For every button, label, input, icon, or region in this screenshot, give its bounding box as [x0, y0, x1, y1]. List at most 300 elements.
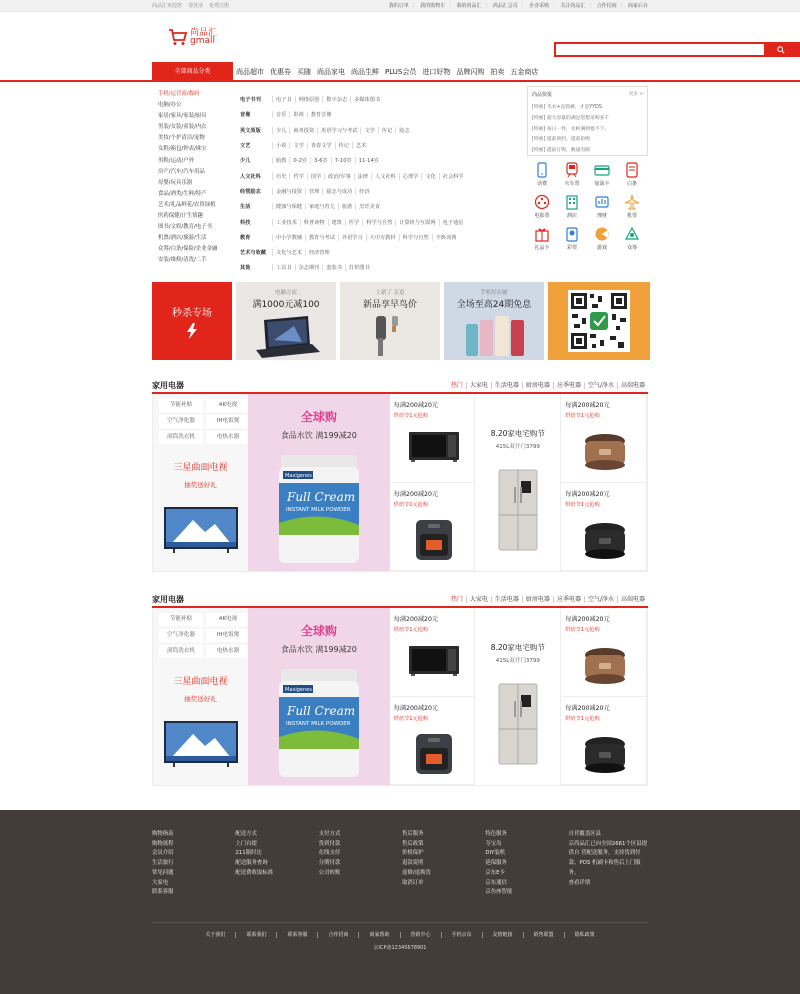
laptop-image — [236, 312, 336, 360]
news-item[interactable]: [特惠] 每日一件，衣柜满到塞不下。 — [532, 126, 610, 132]
footer-column — [569, 830, 648, 898]
category-item[interactable]: 家居/家具/家装/厨具 — [158, 113, 207, 120]
deal-cell[interactable] — [561, 394, 647, 483]
footer-link: 售后服务 — [401, 831, 424, 837]
subcategory-row — [240, 138, 515, 153]
subcategory-link[interactable]: 大中专教材 — [366, 234, 399, 241]
footer-link[interactable]: 联系客服 — [152, 889, 174, 896]
footer-bottom-link[interactable]: 隐私政策 — [564, 932, 605, 938]
subcategory-title[interactable]: 艺术与收藏 — [240, 250, 266, 257]
rice-cooker-image — [579, 518, 631, 562]
global-buy-subtitle: 食品水饮 满199减20 — [280, 431, 357, 440]
section-tab[interactable]: 热门 — [450, 382, 463, 389]
subcategory-link[interactable]: 文学 — [289, 142, 306, 149]
footer-link[interactable]: 查看详情 — [568, 879, 591, 886]
phone-bill-icon — [534, 162, 550, 178]
subcategory-link[interactable]: 外语学习 — [338, 234, 366, 241]
search-icon — [777, 46, 785, 54]
subcategory-link[interactable]: 工具书 — [272, 264, 295, 271]
section-tab[interactable]: 生活电器 — [491, 596, 522, 603]
footer-link[interactable]: DIY装机 — [485, 850, 506, 857]
deal-cell[interactable] — [390, 483, 476, 572]
service-label: 理财 — [596, 213, 607, 219]
deal-subtitle: 烘焙节1元抢购 — [565, 413, 600, 419]
all-categories-button[interactable]: 全部商品分类 — [152, 62, 233, 82]
subcategory-link[interactable]: 11-14岁 — [355, 157, 382, 164]
deal-title: 每满200减20元 — [565, 490, 610, 498]
svg-text:INSTANT MILK POWDER: INSTANT MILK POWDER — [286, 507, 351, 513]
news-item[interactable]: [特惠] 超大容量的满足您想采购多千 — [532, 115, 610, 121]
footer-link[interactable]: 京东通信 — [485, 879, 507, 886]
nav-link[interactable]: 尚品生鲜 — [351, 68, 379, 76]
deal-subtitle: 烘焙节1元抢购 — [393, 413, 429, 419]
section-tab[interactable]: 空气/净水 — [584, 596, 617, 603]
news-title: 尚品快报 — [532, 92, 553, 98]
subcategory-link[interactable]: 经济 — [355, 188, 372, 195]
service-item[interactable] — [557, 194, 587, 219]
air-fryer-image — [408, 518, 460, 562]
category-list — [152, 86, 235, 276]
subcategory-link[interactable]: 国学 — [307, 173, 324, 180]
subcategory-link[interactable]: 人文社科 — [371, 173, 399, 180]
subcategory-panel — [240, 92, 515, 276]
subcategory-link[interactable]: 小说 — [272, 142, 289, 149]
category-item[interactable]: 美妆/个护清洁/宠物 — [158, 135, 205, 142]
footer-link[interactable]: 京尚品汇已向全国2661个区县提供自 营配送服务，支持货到付款、POS 机刷卡和售后上门服务。 — [568, 840, 648, 876]
footer-link[interactable]: 购物流程 — [152, 840, 174, 847]
service-label: 彩票 — [566, 245, 577, 251]
subcategory-link[interactable]: 艺术 — [352, 142, 369, 149]
deal-cell[interactable] — [561, 697, 647, 786]
category-item[interactable]: 男鞋/运动/户外 — [158, 157, 194, 164]
deal-subtitle: 烘焙节1元抢购 — [565, 715, 600, 722]
subcategory-link[interactable]: 青春文学 — [307, 142, 335, 149]
subcategory-title[interactable]: 人文社科 — [240, 173, 261, 180]
category-item[interactable]: 女鞋/箱包/钟表/珠宝 — [158, 146, 207, 153]
service-item[interactable] — [617, 162, 647, 187]
footer-column — [485, 830, 568, 898]
microwave-image — [408, 643, 460, 677]
nav-link[interactable]: 尚品家电 — [317, 68, 345, 76]
subcategory-link[interactable]: 健康与保健 — [272, 203, 305, 210]
nav-link[interactable]: 优惠券 — [270, 68, 291, 76]
login-link[interactable]: 请登录 — [188, 3, 204, 9]
fridge-promo[interactable] — [475, 394, 561, 571]
category-tag[interactable]: 空气净化器 — [159, 415, 203, 428]
section-tab[interactable]: 应季电器 — [553, 596, 584, 603]
footer-link[interactable]: 延保服务 — [485, 860, 507, 867]
subcategory-link[interactable]: 少儿 — [272, 127, 289, 134]
fridge-subtitle: 415L双开门3799 — [495, 444, 540, 450]
nav-link[interactable]: 进口好物 — [422, 68, 451, 76]
footer-bottom-link[interactable]: 联系我们 — [235, 932, 276, 938]
search-button[interactable] — [764, 44, 798, 55]
rice-cooker-image — [579, 732, 631, 776]
subcategory-link[interactable]: 励志与成功 — [322, 188, 355, 195]
footer-column — [319, 830, 402, 898]
nav-link[interactable]: 品牌闪购 — [456, 68, 485, 76]
footer-link[interactable]: 配送费收取标准 — [235, 869, 274, 876]
category-tag[interactable]: 电热水器 — [206, 431, 250, 444]
category-item[interactable]: 母婴/玩具乐器 — [158, 179, 193, 186]
section-tab[interactable]: 厨房电器 — [522, 382, 553, 389]
footer-link[interactable]: 货到付款 — [318, 840, 341, 847]
subcategory-link[interactable]: 家庭与育儿 — [305, 203, 338, 210]
banner-bottom-text: 全场至高24期免息 — [456, 300, 532, 310]
subcategory-link[interactable]: 音乐 — [272, 111, 289, 118]
footer-link[interactable]: 211限时达 — [235, 850, 262, 857]
category-item[interactable]: 电脑/办公 — [158, 102, 182, 109]
subcategory-title[interactable]: 教育 — [240, 234, 251, 241]
category-item[interactable]: 图书/文娱/教育/电子书 — [158, 224, 212, 231]
footer-link[interactable]: 大家电 — [152, 879, 169, 886]
section-tab[interactable]: 大家电 — [466, 596, 491, 603]
nav-link[interactable]: PLUS会员 — [385, 68, 417, 76]
subcategory-row — [240, 199, 515, 214]
deal-cell[interactable] — [390, 608, 476, 697]
category-item[interactable]: 房产/汽车/汽车用品 — [158, 168, 205, 175]
section-tab[interactable]: 高端电器 — [617, 596, 648, 603]
tv-subtitle: 抽奖送好礼 — [184, 481, 217, 489]
footer-link[interactable]: 会员介绍 — [152, 850, 174, 857]
subcategory-link[interactable]: 励志 — [395, 127, 412, 134]
milk-powder-can-image — [273, 449, 365, 567]
tv-promo[interactable] — [153, 608, 248, 785]
subcategory-link[interactable]: 科普读物 — [300, 219, 328, 226]
category-item[interactable]: 众筹/白条/保险/企业金融 — [158, 246, 218, 253]
section-tab[interactable]: 厨房电器 — [522, 596, 553, 603]
deal-cell[interactable] — [561, 483, 647, 572]
crowdfund-icon — [624, 226, 640, 242]
footer-bottom-link[interactable]: 合作招商 — [317, 932, 358, 938]
subcategory-link[interactable]: 胎教 — [272, 157, 289, 164]
subcategory-link[interactable]: 教育与考试 — [305, 234, 338, 241]
tv-subtitle: 抽奖送好礼 — [184, 695, 217, 703]
train-icon — [564, 162, 580, 178]
topbar-link-orders[interactable]: 我的订单 — [388, 3, 409, 9]
subcategory-link[interactable]: 金融与投资 — [272, 188, 305, 195]
subcategory-row — [240, 168, 515, 183]
subcategory-title[interactable]: 经管励志 — [240, 188, 261, 195]
subcategory-link[interactable]: 科学与自然 — [362, 219, 395, 226]
subcategory-title[interactable]: 少儿 — [240, 158, 251, 165]
category-tag[interactable]: 滚筒洗衣机 — [159, 431, 203, 444]
category-item[interactable]: 艺术/礼品鲜花/农资绿植 — [158, 201, 216, 208]
subcategory-link[interactable]: 哲学 — [289, 173, 306, 180]
topbar-link-cart[interactable]: 我的购物车 — [420, 3, 446, 9]
hair-dryer-image — [340, 310, 440, 360]
footer-link[interactable]: 常见问题 — [152, 869, 174, 876]
section-tab[interactable]: 空气/净水 — [584, 382, 617, 389]
gift-card-icon — [534, 226, 550, 242]
topbar-link-follow[interactable]: 关注尚品汇 — [560, 3, 586, 9]
subcategory-link[interactable]: 电子通信 — [439, 219, 467, 226]
lottery-icon — [564, 226, 580, 242]
category-item[interactable]: 机票/酒店/旅游/生活 — [158, 235, 207, 242]
footer-link[interactable]: 配送服务查询 — [235, 860, 268, 867]
subcategory-link[interactable]: 数字杂志 — [322, 96, 350, 103]
subcategory-link[interactable]: 中小学教辅 — [272, 234, 305, 241]
section-tab[interactable]: 生活电器 — [491, 382, 522, 389]
subcategory-link[interactable]: 多媒体图书 — [350, 96, 383, 103]
icp-number: 京ICP备12345678901 — [373, 945, 427, 951]
service-item[interactable] — [527, 162, 557, 187]
tv-promo[interactable] — [153, 394, 248, 571]
top-bar-links: 我的订单 | 我的购物车 | 我的尚品汇 | 尚品汇会员 | 企业采购 | 关注尚品汇 | 合作招商 | 商家后台 — [388, 3, 648, 9]
service-item[interactable] — [617, 194, 647, 219]
category-item[interactable]: 食品/酒类/生鲜/特产 — [158, 190, 207, 197]
subcategory-link[interactable]: 科学与自然 — [399, 234, 432, 241]
footer-link[interactable]: 分期付款 — [318, 860, 341, 867]
microwave-image — [408, 429, 460, 463]
subcategory-link[interactable]: 文学 — [360, 127, 377, 134]
global-buy-title: 全球购 — [300, 624, 337, 638]
subcategory-row — [240, 153, 515, 168]
footer-link: 特色服务 — [485, 831, 507, 837]
category-tag[interactable]: 节能补贴 — [159, 613, 203, 626]
footer-link[interactable]: 退款说明 — [401, 860, 424, 867]
nav-link[interactable]: 买随 — [297, 68, 311, 76]
news-more-link[interactable]: 更多 > — [628, 92, 643, 97]
fridge-title: 8.20家电宅购节 — [490, 643, 545, 652]
global-buy-title: 全球购 — [300, 410, 337, 424]
category-tag[interactable]: 4K电视 — [206, 613, 250, 626]
subcategory-title[interactable]: 生活 — [240, 204, 251, 211]
section-tab[interactable]: 热门 — [450, 596, 463, 603]
footer-link[interactable]: 生活旅行 — [152, 860, 174, 867]
subcategory-title[interactable]: 音像 — [240, 112, 251, 119]
subcategory-link[interactable]: 商务投资 — [289, 127, 317, 134]
subcategory-link[interactable]: 建筑 — [328, 219, 345, 226]
subcategory-title[interactable]: 其他 — [240, 265, 251, 272]
footer-link[interactable]: 京东E卡 — [485, 869, 505, 876]
category-tag[interactable]: 节能补贴 — [159, 399, 203, 412]
subcategory-link[interactable]: 心理学 — [399, 173, 422, 180]
subcategory-link[interactable]: 历史 — [272, 173, 289, 180]
subcategory-link[interactable]: 文化 — [421, 173, 438, 180]
milk-powder-can-image — [273, 663, 365, 781]
topbar-link-enterprise[interactable]: 企业采购 — [529, 3, 550, 9]
service-label: 白条 — [626, 181, 637, 187]
phones-image — [444, 312, 544, 360]
subcategory-title[interactable]: 电子书刊 — [240, 97, 261, 104]
service-label: 众筹 — [626, 245, 637, 251]
service-item[interactable] — [587, 162, 617, 187]
footer-link[interactable]: 上门自提 — [235, 840, 257, 847]
deal-title: 每满200减20元 — [393, 490, 439, 498]
deal-cell[interactable] — [561, 608, 647, 697]
global-buy-banner[interactable] — [248, 608, 390, 785]
footer-link: 购物指南 — [152, 831, 174, 837]
promo-banner-dryer[interactable] — [340, 282, 440, 360]
category-tag[interactable]: IH电饭煲 — [206, 629, 250, 642]
footer — [0, 810, 800, 994]
footer-link: 支付方式 — [318, 831, 341, 837]
news-item[interactable]: [特惠] 毛衣+直筒裤，才是YYDS. — [532, 105, 604, 110]
subcategory-link[interactable]: 医学 — [345, 219, 362, 226]
hotel-icon — [564, 194, 580, 210]
subcategory-link[interactable]: 传记 — [378, 127, 395, 134]
footer-bottom-link[interactable]: 销售联盟 — [523, 932, 564, 938]
subcategory-link[interactable]: 网络原创 — [295, 96, 323, 103]
register-link[interactable]: 免费注册 — [209, 3, 230, 9]
subcategory-link[interactable]: 计算机与互联网 — [395, 219, 438, 226]
footer-link[interactable]: 夺宝岛 — [485, 840, 502, 847]
subcategory-link[interactable]: 字典词典 — [432, 234, 460, 241]
deal-cell[interactable] — [390, 697, 476, 786]
lightning-icon — [186, 323, 198, 339]
service-item[interactable] — [557, 162, 587, 187]
subcategory-link[interactable]: 英语学习与考试 — [317, 127, 360, 134]
footer-link[interactable]: 公司转账 — [318, 869, 341, 876]
subcategory-link[interactable]: 文化与艺术 — [272, 249, 305, 256]
service-label: 游戏 — [596, 245, 607, 251]
rice-cooker-image — [579, 643, 631, 687]
service-item[interactable] — [527, 226, 557, 251]
footer-link[interactable]: 价格保护 — [401, 850, 424, 857]
footer-bottom-link[interactable]: 联系客服 — [276, 932, 317, 938]
game-icon — [594, 226, 610, 242]
search-box — [554, 42, 800, 57]
subcategory-link[interactable]: 旅游 — [338, 203, 355, 210]
banner-top-text: 上新了 京造 — [375, 290, 405, 296]
banner-top-text: 电脑万店 — [274, 290, 297, 296]
subcategory-link[interactable]: 政治/军事 — [324, 173, 354, 180]
category-tag[interactable]: 滚筒洗衣机 — [159, 645, 203, 658]
news-item[interactable]: [特惠] 提前预约，提前抢购 — [532, 137, 591, 143]
subcategory-link[interactable]: 法律 — [354, 173, 371, 180]
subcategory-row — [240, 107, 515, 122]
subcategory-link[interactable]: 杂志期刊 — [295, 264, 323, 271]
tv-title: 三星曲面电视 — [173, 677, 228, 687]
subcategory-link[interactable]: 烹饪美食 — [355, 203, 383, 210]
fridge-image — [498, 683, 538, 765]
footer-bottom-link[interactable]: 营销中心 — [400, 932, 441, 938]
deal-subtitle: 烘焙节1元抢购 — [393, 627, 429, 633]
logo[interactable] — [168, 28, 217, 46]
footer-bottom-link[interactable]: 关于我们 — [205, 932, 226, 938]
top-bar-left — [152, 0, 235, 12]
topbar-link-merchant[interactable]: 商家后台 — [627, 3, 648, 9]
deal-title: 每满200减20元 — [393, 704, 439, 712]
section-tab[interactable]: 高端电器 — [617, 382, 648, 389]
subcategory-link[interactable]: 3-6岁 — [310, 157, 331, 164]
deal-subtitle: 烘焙节1元抢购 — [393, 715, 429, 722]
deal-title: 每满200减20元 — [393, 402, 439, 409]
global-buy-subtitle: 食品水饮 满199减20 — [280, 645, 357, 654]
subcategory-row — [240, 260, 515, 275]
category-item[interactable]: 医药保健/计生情趣 — [158, 213, 203, 220]
subcategory-link[interactable]: 影视 — [289, 111, 306, 118]
deal-cell[interactable] — [390, 394, 476, 483]
service-item[interactable] — [557, 226, 587, 251]
subcategory-link[interactable]: 教育音像 — [307, 111, 335, 118]
fuel-card-icon — [594, 162, 610, 178]
topbar-link-mine[interactable]: 我的尚品汇 — [456, 3, 482, 9]
plane-icon — [624, 194, 640, 210]
service-item[interactable] — [617, 226, 647, 251]
logo-cn: 尚品汇 — [190, 28, 218, 38]
nav-link[interactable]: 五金商店 — [510, 68, 539, 76]
category-item[interactable]: 手机/运营商/数码 — [158, 91, 200, 97]
subcategory-row — [240, 184, 515, 199]
section-tab[interactable]: 大家电 — [466, 382, 491, 389]
main-nav — [0, 62, 800, 82]
section-tab[interactable]: 应季电器 — [553, 382, 584, 389]
subcategory-link[interactable]: 套装书 — [322, 264, 345, 271]
subcategory-row — [240, 123, 515, 138]
subcategory-link[interactable]: 传记 — [335, 142, 352, 149]
service-item[interactable] — [527, 194, 557, 219]
subcategory-link[interactable]: 电子书 — [272, 96, 295, 103]
footer-bottom-link[interactable]: 友情链接 — [482, 932, 523, 938]
category-tag[interactable]: IH电饭煲 — [206, 415, 250, 428]
footer-link[interactable]: 取消订单 — [401, 879, 424, 886]
global-buy-banner[interactable] — [248, 394, 390, 571]
footer-link[interactable]: 在线支付 — [318, 850, 341, 857]
subcategory-link[interactable]: 0-2岁 — [289, 157, 310, 164]
category-tag[interactable]: 4K电视 — [206, 399, 250, 412]
topbar-link-member[interactable]: 尚品汇会员 — [492, 3, 518, 9]
subcategory-link[interactable]: 打折图书 — [345, 264, 373, 271]
nav-link[interactable]: 拍卖 — [490, 68, 505, 76]
nav-link[interactable]: 尚品超市 — [236, 68, 264, 76]
service-label: 火车票 — [564, 181, 580, 187]
svg-text:INSTANT MILK POWDER: INSTANT MILK POWDER — [286, 721, 351, 727]
tv-title: 三星曲面电视 — [173, 463, 228, 473]
subcategory-link[interactable]: 经济管理 — [305, 249, 333, 256]
footer-bottom-link[interactable]: 手机京东 — [441, 932, 482, 938]
qr-code-icon — [568, 290, 630, 352]
subcategory-link[interactable]: 7-10岁 — [331, 157, 355, 164]
category-tag[interactable]: 空气净化器 — [159, 629, 203, 642]
service-label: 话费 — [536, 181, 547, 187]
service-item[interactable] — [587, 226, 617, 251]
subcategory-link[interactable]: 工业技术 — [272, 219, 300, 226]
news-item[interactable]: [特惠] 提前订购，数量有限 — [532, 148, 591, 154]
flash-sale-banner[interactable] — [152, 282, 232, 360]
category-item[interactable]: 男装/女装/童装/内衣 — [158, 124, 207, 131]
qr-code — [548, 282, 650, 360]
promo-row — [152, 282, 650, 360]
footer-link[interactable]: 京鱼座智能 — [485, 889, 513, 896]
footer-link[interactable]: 返修/退换货 — [401, 869, 431, 876]
footer-links — [0, 932, 800, 938]
footer-bottom-link[interactable]: 商家帮助 — [358, 932, 399, 938]
service-label: 电影票 — [534, 213, 550, 219]
deal-title: 每满200减20元 — [565, 616, 610, 623]
category-item[interactable]: 安装/维修/清洗/二手 — [158, 257, 207, 264]
footer-column — [235, 830, 318, 898]
category-tag[interactable]: 电热水器 — [206, 645, 250, 658]
promo-banner-laptop[interactable] — [236, 282, 336, 360]
topbar-link-cooperation[interactable]: 合作招商 — [596, 3, 617, 9]
banner-bottom-text: 满1000元减100 — [252, 300, 320, 310]
subcategory-title[interactable]: 文艺 — [240, 143, 251, 150]
service-label: 礼品卡 — [534, 245, 550, 251]
footer-link[interactable]: 售后政策 — [401, 840, 424, 847]
subcategory-title[interactable]: 科技 — [240, 219, 251, 226]
subcategory-title[interactable]: 英文原版 — [240, 127, 261, 134]
promo-banner-phone[interactable] — [444, 282, 544, 360]
fridge-promo[interactable] — [475, 608, 561, 785]
subcategory-link[interactable]: 社会科学 — [439, 173, 467, 180]
subcategory-link[interactable]: 管理 — [305, 188, 322, 195]
service-item[interactable] — [587, 194, 617, 219]
service-label: 加油卡 — [594, 181, 610, 187]
subcategory-row — [240, 214, 515, 229]
search-input[interactable] — [556, 44, 764, 55]
